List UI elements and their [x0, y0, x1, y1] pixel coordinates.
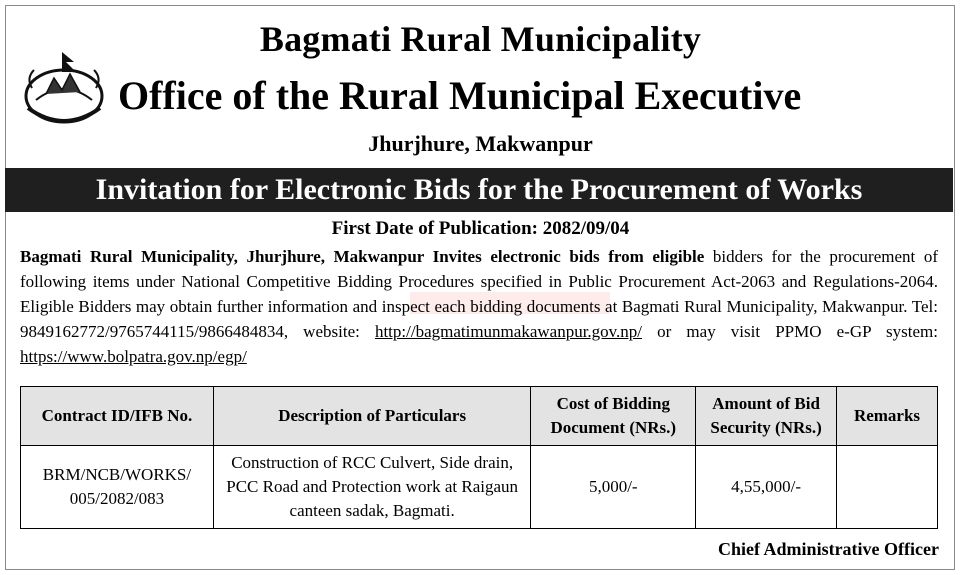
signatory: Chief Administrative Officer — [718, 539, 939, 559]
cell-security: 4,55,000/- — [696, 446, 837, 529]
cell-description: Construction of RCC Culvert, Side drain, PCC Road and Protection work at Raigaun canteen sadak, Bagmati. — [213, 446, 530, 529]
table-row — [21, 446, 938, 529]
cell-cost: 5,000/- — [531, 446, 696, 529]
office-title: Office of the Rural Municipal Executive — [118, 73, 802, 118]
notice-banner: Invitation for Electronic Bids for the Procurement of Works — [5, 168, 953, 212]
municipality-title: Bagmati Rural Municipality — [259, 19, 702, 59]
header-cost: Cost of Bidding Document (NRs.) — [531, 387, 696, 446]
cell-remarks — [837, 446, 938, 529]
egp-link[interactable]: https://www.bolpatra.gov.np/egp/ — [20, 347, 247, 366]
publication-date: First Date of Publication: 2082/09/04 — [331, 218, 630, 239]
location-title: Jhurjhure, Makwanpur — [368, 131, 593, 156]
bids-table — [20, 386, 938, 529]
body-text-1: bidders for the procurement of following items under National Competitive Bidding Procedures specified in Public Procurement Act-2063 and Regulations-2064. Eligible Bidders may obtain further information and inspect each bidding documents at Bagmati Rural Municipality, Makwanpur. Tel: 9849162772/9765744115/9866484834, website: — [20, 247, 938, 341]
nepal-emblem-icon — [18, 48, 110, 130]
cell-contract-id: BRM/NCB/WORKS/ 005/2082/083 — [21, 446, 214, 529]
website-link[interactable]: http://bagmatimunmakawanpur.gov.np/ — [374, 322, 643, 341]
body-text-2: or may visit PPMO e-GP system: — [642, 322, 938, 341]
header-remarks: Remarks — [837, 387, 938, 446]
header-security: Amount of Bid Security (NRs.) — [696, 387, 837, 446]
header-contract-id: Contract ID/IFB No. — [21, 387, 214, 446]
body-lead: Bagmati Rural Municipality, Jhurjhure, Makwanpur Invites electronic bids from eligible — [20, 247, 705, 266]
header-description: Description of Particulars — [213, 387, 530, 446]
table-header-row — [21, 387, 938, 446]
notice-body — [20, 244, 938, 369]
